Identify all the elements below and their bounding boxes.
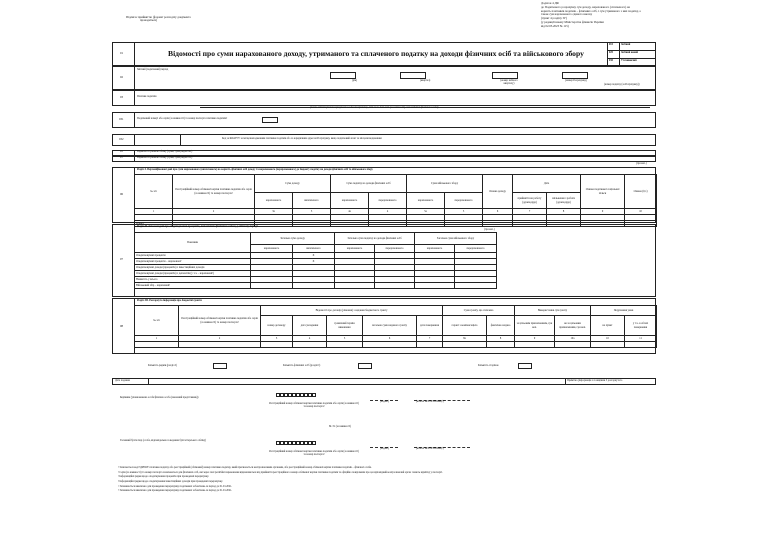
section-2-table: Показник Загальна сума доходу Загальна сума податку на доходи фізичних осіб Загальна сума військового збору нарахованого виплаченого нарахованого перерахованого нарахованого перерахованого Оподатковувані проценти X Оподатковувані проценти – нараховані² X Оподатковувані доходи (процентів) з інвестиційних доходів Оподатковувані доходи (процентів) з депозитів (у т.ч. – нараховані²) Наявність у всього Військовий збір – нараховані² xyxy=(134,232,497,289)
row-05 xyxy=(112,156,656,162)
col-dates: Дата xyxy=(513,175,581,193)
section-2-row[interactable]: Оподатковувані проценти – нараховані² X xyxy=(135,259,497,265)
section-2-title: Розділ II. Загальні дані про оподаткування процентів, виплачених фізичним особам, у звітному періоді xyxy=(137,225,258,228)
type-code-030: 030 xyxy=(609,59,613,62)
col-income: Сума доходу xyxy=(255,175,331,193)
col-feature: Ознака доходу xyxy=(483,175,513,209)
director-id-boxes[interactable] xyxy=(276,393,316,397)
calculation-number-field[interactable] xyxy=(562,72,588,79)
koatuu-caption: Код за КОАТУУ за місцезнаходженням платника податків або за юридичним адресом Розрахунку, якщо податковий агент за місцезнаходженням xyxy=(222,137,382,140)
col-flag: Ознака (0,1) xyxy=(625,175,657,209)
taxpayer-label: Платник податків xyxy=(137,95,157,98)
row-04-label: Відмітка за умовою обліку (суми, сума рядок 041) xyxy=(137,150,193,153)
pages-count-label: Кількість сторінок xyxy=(478,364,499,367)
fill-date-note: Примітка (інформація з позиціями 3 розгорнутого xyxy=(567,379,623,382)
type-code-020: 020 xyxy=(609,51,613,54)
accountant-label: Головний бухгалтер (особа, відповідальна за ведення бухгалтерського обліку) xyxy=(120,439,207,442)
row-032 xyxy=(112,134,656,146)
footnotes: ¹ Зазначається код ЄДРПОУ платника податку або реєстраційний (обліковий) номер платника податку, який присвоюється контролюючими органами, або реєстраційний номер облікової картки платника податків – фізичної особи. ² Серія (за наявності) та номер паспорта зазначаються для фізичних осіб, які через свої релігійні переконання відмовляються від прийняття реєстраційного номера облікової картки платника податків та офіційно повідомили про це відповідний контролюючий орган і мають відмітку у паспорті. ³ Інформаційні рядки щодо оподаткування процентів при проведенні перерахунку. ⁴ Інформаційні рядки щодо оподаткування інвестиційних доходів при проведенні перерахунку. ⁵ Заповнюється виключно для проведення перерахунку податкових зобов'язань за період до 01.01.2021. ⁶ Заповнюється виключно для проведення перерахунку податкових зобов'язань за період до 01.01.2021. xyxy=(118,466,443,493)
section-2-row[interactable]: Оподатковувані проценти X xyxy=(135,253,497,259)
type-label-reporting[interactable]: Звітний xyxy=(621,43,631,46)
col-privilege: Ознака податкової соціальної пільги xyxy=(581,175,625,209)
page-title: Відомості про суми нарахованого доходу, утриманого та сплаченого податку на доходи фізичних осіб та військового збору xyxy=(168,49,584,58)
quarter-field[interactable] xyxy=(400,72,426,79)
rows-count-label: Кількість рядків (розділ I) xyxy=(148,364,177,367)
director-label: Керівник (уповноважена особа/фізична особа (законний представник)) xyxy=(120,396,199,399)
row-05-label: Відмітка за умовою обліку (суми, сума рядок 051) xyxy=(137,156,193,159)
top-right-note: Додаток 4 ДФ до Податкового розрахунку сум доходу, нарахованого (сплаченого) на користь платників податків – фізичних осіб, і сум утриманого з них податку, а також сум нарахованого єдиного внеску (пункт 4 розділу IV) (у редакції наказу Міністерства фінансів України від 02.03.2023 № 115) xyxy=(541,1,641,28)
currency-note: (грн коп.) xyxy=(636,162,647,165)
stamp-label: М. П. (за наявності) xyxy=(329,425,352,428)
row-num-01: 01 xyxy=(120,51,123,55)
section-2-row[interactable]: Наявність у всього xyxy=(135,277,497,283)
year-field[interactable] xyxy=(330,72,356,79)
top-left-note: Підлягає прийняттю (формат розподілу документа проводиться) xyxy=(126,15,191,23)
section-1-total-row: Всього xyxy=(135,221,657,227)
section-3-table: № з/п Реєстраційний номер облікової картки платника податків або серія (за наявності) та номер паспорта² Відомості про договір (рішення) з надання бюджетного гранту Сума гранту, що сплачена Використання сум гранту Порушення умов номер договору дата укладення граничний термін виконання загальна сума наданого гранту дата повернення гарант з компенсацією фактично надано за цільовим призначенням, грн коп. не за цільовим призначенням, грн коп. на пункт у т.ч. в обсязі повернення 1 2 3 4 5 6 7 8а 8 9 10а 10 11 xyxy=(134,305,657,348)
pages-count-field[interactable] xyxy=(518,363,532,369)
type-label-new[interactable]: Звітний новий xyxy=(621,51,639,54)
section-1-colnums: 1 2 3а 3 4а 4 5а 5 6 7 8 9 10 xyxy=(135,209,657,215)
col-tax: Сума податку на доходи фізичних осіб xyxy=(331,175,407,193)
persons-count-label: Кількість фізичних осіб (розділ I) xyxy=(283,364,321,367)
section-1-table: № з/п Реєстраційний номер облікової картки платника податків або серія (за наявності) та номер паспорта² Сума доходу Сума податку на доходи фізичних осіб Сума військового збору Ознака доходу Дата Ознака податкової соціальної пільги Ознака (0,1) нарахованого виплаченого нарахованого перерахованого нарахованого перерахованого прийняття на роботу (дд.мм.рррр) звільнення з роботи (дд.мм.рррр) 1 2 3а 3 4а 4 5а 5 6 7 8 9 10 Всього xyxy=(134,174,657,227)
col-no: № з/п xyxy=(135,175,173,209)
fill-date-label: Дата подання xyxy=(115,379,130,382)
rows-count-field[interactable] xyxy=(213,363,227,369)
quarter-number-field[interactable] xyxy=(492,72,518,79)
persons-count-field[interactable] xyxy=(358,363,372,369)
accountant-id-boxes[interactable] xyxy=(276,441,316,445)
reporting-period-label: Звітний (податковий) період xyxy=(137,68,169,71)
tax-number-field[interactable] xyxy=(262,117,278,123)
type-label-clarifying[interactable]: Уточнюючий xyxy=(621,59,637,62)
type-code-010: 010 xyxy=(609,43,613,46)
section-2-row[interactable]: Оподатковувані доходи (процентів) з інвестиційних доходів xyxy=(135,265,497,271)
col-id: Реєстраційний номер облікової картки платника податків або серія (за наявності) та номер паспорта² xyxy=(173,175,255,209)
section-3-colnums: 1 2 3 4 5 6 7 8а 8 9 10а 10 11 xyxy=(135,336,657,342)
col-vz: Сума військового збору xyxy=(407,175,483,193)
section-1-title: Розділ I. Персоніфіковані дані про суми нарахованого (виплаченого) на користь фізичних осіб доходу та нарахованого (перерахованого) до бюджету податку на доходи фізичних осіб та військового збору xyxy=(137,168,373,171)
tax-number-label: Податковий номер¹ або серія (за наявності) та номер паспорта платника податків² xyxy=(137,117,228,120)
section-3-data-row[interactable] xyxy=(135,342,657,348)
section-2-row[interactable]: Оподатковувані доходи (процентів) з депозитів (у т.ч. – нараховані²) xyxy=(135,271,497,277)
row-03 xyxy=(112,90,656,106)
section-2-row[interactable]: Військовий збір – нараховані² xyxy=(135,283,497,289)
section-3-title: Розділ III. Розгорнута інформація про бюджетні гранти xyxy=(137,299,202,302)
